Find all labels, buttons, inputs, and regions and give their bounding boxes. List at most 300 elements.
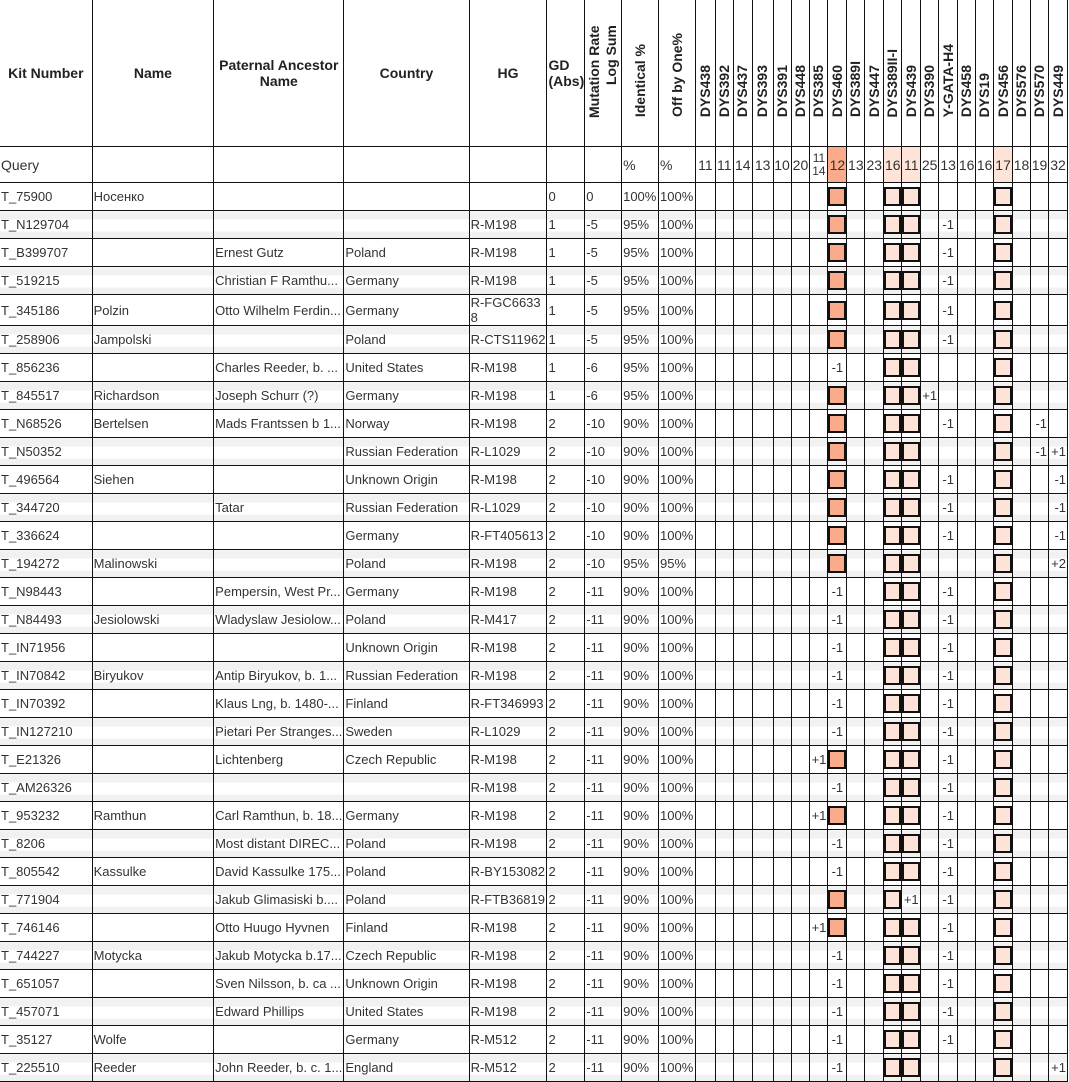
cell-marker-dys389ii-i [884, 830, 902, 858]
cell-paternal-ancestor [214, 550, 344, 578]
cell-marker-dys456 [994, 354, 1013, 382]
cell-kit-number[interactable]: T_805542 [0, 858, 92, 886]
cell-marker-dys438 [695, 522, 715, 550]
marker-match-highlight [994, 778, 1012, 797]
table-row[interactable] [0, 858, 1068, 886]
marker-diff: +1 [903, 892, 919, 907]
cell-identical: 90% [622, 802, 659, 830]
table-row[interactable] [0, 326, 1068, 354]
cell-marker-dys19 [976, 438, 994, 466]
cell-marker-dys391 [773, 522, 791, 550]
header-country[interactable]: Country [344, 0, 469, 147]
cell-marker-dys438 [695, 183, 715, 211]
cell-marker-dys456 [994, 886, 1013, 914]
marker-match-highlight [828, 187, 846, 206]
cell-marker-dys447 [865, 211, 884, 239]
cell-marker-dys576 [1013, 494, 1031, 522]
cell-marker-dys385 [810, 239, 828, 267]
table-row[interactable] [0, 550, 1068, 578]
cell-marker-dys392 [715, 606, 733, 634]
cell-marker-dys19 [976, 970, 994, 998]
cell-identical: 90% [622, 606, 659, 634]
cell-paternal-ancestor [214, 183, 344, 211]
cell-off-by-one: 100% [659, 578, 696, 606]
cell-marker-dys449 [1049, 410, 1068, 438]
marker-match-highlight [884, 1002, 901, 1021]
cell-marker-dys570 [1031, 606, 1049, 634]
header-marker-dys437[interactable]: DYS437 [733, 0, 752, 147]
header-marker-dys438[interactable]: DYS438 [695, 0, 715, 147]
cell-name [92, 746, 214, 774]
cell-marker-dys456 [994, 295, 1013, 326]
cell-kit-number[interactable]: T_845517 [0, 382, 92, 410]
marker-diff: -1 [942, 724, 954, 739]
query-mutation [585, 147, 622, 183]
table-row[interactable] [0, 466, 1068, 494]
query-off-by-one: % [659, 147, 696, 183]
table-row[interactable] [0, 802, 1068, 830]
cell-name: Motycka [92, 942, 214, 970]
table-row[interactable] [0, 914, 1068, 942]
cell-kit-number[interactable]: T_225510 [0, 1054, 92, 1082]
cell-kit-number[interactable]: T_35127 [0, 1026, 92, 1054]
cell-kit-number[interactable]: T_IN71956 [0, 634, 92, 662]
table-row[interactable] [0, 606, 1068, 634]
cell-marker-dys392 [715, 886, 733, 914]
marker-match-highlight [902, 610, 920, 629]
cell-kit-number[interactable]: T_N84493 [0, 606, 92, 634]
header-marker-y-gata-h4[interactable]: Y-GATA-H4 [939, 0, 958, 147]
table-row[interactable] [0, 690, 1068, 718]
cell-kit-number[interactable]: T_651057 [0, 970, 92, 998]
cell-kit-number[interactable]: T_194272 [0, 550, 92, 578]
cell-marker-dys392 [715, 802, 733, 830]
cell-marker-dys570 [1031, 914, 1049, 942]
header-marker-dys392[interactable]: DYS392 [715, 0, 733, 147]
header-kit-number[interactable]: Kit Number [0, 0, 92, 147]
marker-diff: -1 [942, 696, 954, 711]
cell-marker-dys393 [752, 494, 773, 522]
cell-marker-dys439 [902, 267, 921, 295]
table-row[interactable] [0, 942, 1068, 970]
cell-mutation-rate: -10 [585, 438, 622, 466]
marker-diff: -1 [831, 612, 844, 627]
header-marker-dys19[interactable]: DYS19 [976, 0, 994, 147]
cell-marker-dys439 [902, 998, 921, 1026]
header-name[interactable]: Name [92, 0, 214, 147]
cell-marker-dys391 [773, 295, 791, 326]
header-marker-dys570[interactable]: DYS570 [1031, 0, 1049, 147]
marker-match-highlight [828, 271, 846, 290]
cell-kit-number[interactable]: T_345186 [0, 295, 92, 326]
table-row[interactable] [0, 830, 1068, 858]
cell-marker-dys448 [791, 718, 810, 746]
cell-marker-dys437 [733, 578, 752, 606]
cell-gd: 2 [547, 858, 585, 886]
header-marker-dys390[interactable]: DYS390 [921, 0, 939, 147]
cell-marker-dys447 [865, 438, 884, 466]
table-row[interactable] [0, 382, 1068, 410]
cell-marker-y-gata-h4 [939, 410, 958, 438]
marker-match-highlight [902, 358, 920, 377]
header-marker-dys389ii-i[interactable]: DYS389II-I [884, 0, 902, 147]
cell-marker-dys456 [994, 494, 1013, 522]
marker-match-highlight [994, 918, 1012, 937]
cell-marker-dys391 [773, 858, 791, 886]
cell-marker-dys437 [733, 494, 752, 522]
cell-name [92, 886, 214, 914]
table-row[interactable] [0, 578, 1068, 606]
cell-kit-number[interactable]: T_N98443 [0, 578, 92, 606]
marker-diff: +1 [811, 808, 827, 823]
query-marker-part: 14 [812, 163, 826, 178]
cell-marker-dys438 [695, 239, 715, 267]
cell-marker-y-gata-h4 [939, 718, 958, 746]
header-marker-dys449[interactable]: DYS449 [1049, 0, 1068, 147]
table-row[interactable] [0, 183, 1068, 211]
cell-marker-dys458 [958, 239, 976, 267]
cell-identical: 90% [622, 830, 659, 858]
cell-marker-dys389i [847, 382, 865, 410]
cell-marker-dys385 [810, 410, 828, 438]
cell-marker-dys19 [976, 662, 994, 690]
cell-paternal-ancestor: Mads Frantssen b 1... [214, 410, 344, 438]
table-row[interactable] [0, 886, 1068, 914]
cell-marker-dys391 [773, 830, 791, 858]
cell-marker-dys439 [902, 774, 921, 802]
marker-diff: -1 [831, 640, 844, 655]
marker-diff: -1 [942, 668, 954, 683]
cell-mutation-rate: 0 [585, 183, 622, 211]
cell-marker-dys393 [752, 998, 773, 1026]
cell-marker-dys385 [810, 522, 828, 550]
cell-marker-dys389i [847, 634, 865, 662]
cell-marker-dys19 [976, 354, 994, 382]
cell-marker-dys391 [773, 578, 791, 606]
cell-kit-number[interactable]: T_496564 [0, 466, 92, 494]
header-mutation-rate[interactable]: Mutation Rate Log Sum [585, 0, 622, 147]
cell-marker-dys576 [1013, 1026, 1031, 1054]
cell-mutation-rate: -11 [585, 970, 622, 998]
cell-marker-dys392 [715, 211, 733, 239]
cell-marker-dys576 [1013, 578, 1031, 606]
cell-marker-dys456 [994, 634, 1013, 662]
cell-marker-dys449 [1049, 886, 1068, 914]
cell-marker-dys448 [791, 998, 810, 1026]
cell-marker-dys19 [976, 550, 994, 578]
cell-marker-dys439 [902, 942, 921, 970]
marker-diff: -1 [942, 920, 954, 935]
cell-marker-dys391 [773, 690, 791, 718]
cell-off-by-one: 100% [659, 239, 696, 267]
cell-identical: 90% [622, 886, 659, 914]
cell-identical: 95% [622, 326, 659, 354]
header-marker-dys448[interactable]: DYS448 [791, 0, 810, 147]
cell-off-by-one: 100% [659, 326, 696, 354]
cell-marker-dys449 [1049, 858, 1068, 886]
query-gd [547, 147, 585, 183]
header-paternal-ancestor[interactable]: Paternal Ancestor Name [214, 0, 344, 147]
cell-marker-dys393 [752, 830, 773, 858]
query-marker-dys570: 19 [1031, 147, 1049, 183]
cell-marker-dys456 [994, 466, 1013, 494]
cell-marker-dys447 [865, 183, 884, 211]
marker-diff: +1 [922, 388, 938, 403]
cell-marker-dys460 [828, 578, 847, 606]
cell-mutation-rate: -11 [585, 1026, 622, 1054]
cell-identical: 90% [622, 410, 659, 438]
cell-marker-y-gata-h4 [939, 998, 958, 1026]
marker-match-highlight [884, 470, 901, 489]
cell-paternal-ancestor: Most distant DIREC... [214, 830, 344, 858]
cell-kit-number[interactable]: T_336624 [0, 522, 92, 550]
cell-marker-dys389i [847, 550, 865, 578]
cell-kit-number[interactable]: T_E21326 [0, 746, 92, 774]
header-marker-dys385[interactable]: DYS385 [810, 0, 828, 147]
cell-kit-number[interactable]: T_457071 [0, 998, 92, 1026]
cell-marker-dys576 [1013, 211, 1031, 239]
cell-kit-number[interactable]: T_75900 [0, 183, 92, 211]
table-row[interactable] [0, 494, 1068, 522]
cell-marker-dys458 [958, 802, 976, 830]
cell-marker-dys449 [1049, 690, 1068, 718]
cell-marker-dys385 [810, 295, 828, 326]
cell-marker-dys391 [773, 718, 791, 746]
header-hg[interactable]: HG [469, 0, 547, 147]
marker-match-highlight [902, 694, 920, 713]
cell-marker-dys392 [715, 410, 733, 438]
cell-marker-dys437 [733, 522, 752, 550]
marker-match-highlight [902, 187, 920, 206]
cell-marker-dys19 [976, 606, 994, 634]
cell-marker-dys385 [810, 183, 828, 211]
cell-marker-dys448 [791, 858, 810, 886]
cell-kit-number[interactable]: T_IN70842 [0, 662, 92, 690]
cell-marker-dys456 [994, 1026, 1013, 1054]
header-marker-dys391[interactable]: DYS391 [773, 0, 791, 147]
table-row[interactable] [0, 970, 1068, 998]
cell-marker-dys437 [733, 239, 752, 267]
cell-kit-number[interactable]: T_N129704 [0, 211, 92, 239]
cell-off-by-one: 100% [659, 886, 696, 914]
cell-marker-dys439 [902, 239, 921, 267]
header-marker-dys458[interactable]: DYS458 [958, 0, 976, 147]
cell-kit-number[interactable]: T_258906 [0, 326, 92, 354]
marker-match-highlight [902, 834, 920, 853]
cell-marker-dys447 [865, 494, 884, 522]
marker-match-highlight [884, 1030, 901, 1049]
marker-match-highlight [994, 750, 1012, 769]
cell-marker-dys570 [1031, 326, 1049, 354]
cell-kit-number[interactable]: T_IN70392 [0, 690, 92, 718]
cell-country: Sweden [344, 718, 469, 746]
marker-match-highlight [994, 526, 1012, 545]
cell-marker-dys576 [1013, 690, 1031, 718]
cell-kit-number[interactable]: T_519215 [0, 267, 92, 295]
marker-diff: -1 [942, 1004, 954, 1019]
cell-marker-dys460 [828, 494, 847, 522]
cell-marker-dys393 [752, 1026, 773, 1054]
cell-marker-dys576 [1013, 914, 1031, 942]
cell-marker-dys19 [976, 718, 994, 746]
cell-marker-dys389ii-i [884, 183, 902, 211]
cell-marker-dys389ii-i [884, 578, 902, 606]
cell-mutation-rate: -11 [585, 578, 622, 606]
cell-marker-dys391 [773, 746, 791, 774]
cell-marker-dys449 [1049, 466, 1068, 494]
header-marker-dys439[interactable]: DYS439 [902, 0, 921, 147]
cell-identical: 95% [622, 354, 659, 382]
table-row[interactable] [0, 746, 1068, 774]
cell-marker-dys439 [902, 410, 921, 438]
cell-marker-dys458 [958, 774, 976, 802]
cell-kit-number[interactable]: T_AM26326 [0, 774, 92, 802]
cell-marker-dys458 [958, 438, 976, 466]
marker-match-highlight [902, 1002, 920, 1021]
cell-kit-number[interactable]: T_856236 [0, 354, 92, 382]
table-row[interactable] [0, 634, 1068, 662]
cell-marker-dys19 [976, 466, 994, 494]
table-row[interactable] [0, 354, 1068, 382]
cell-paternal-ancestor [214, 326, 344, 354]
cell-marker-dys449 [1049, 802, 1068, 830]
cell-marker-dys447 [865, 382, 884, 410]
header-marker-dys456[interactable]: DYS456 [994, 0, 1013, 147]
table-row[interactable] [0, 410, 1068, 438]
marker-match-highlight [884, 974, 901, 993]
query-marker-dys389i: 13 [847, 147, 865, 183]
cell-marker-dys456 [994, 802, 1013, 830]
cell-marker-dys439 [902, 606, 921, 634]
marker-match-highlight [902, 862, 920, 881]
header-off-by-one[interactable]: Off by One% [659, 0, 696, 147]
table-row[interactable] [0, 1026, 1068, 1054]
cell-gd: 1 [547, 267, 585, 295]
table-row[interactable] [0, 295, 1068, 326]
cell-marker-dys389i [847, 858, 865, 886]
cell-marker-dys448 [791, 466, 810, 494]
cell-mutation-rate: -10 [585, 494, 622, 522]
cell-marker-dys456 [994, 211, 1013, 239]
cell-marker-dys449 [1049, 774, 1068, 802]
cell-paternal-ancestor [214, 211, 344, 239]
cell-paternal-ancestor: Pietari Per Stranges... [214, 718, 344, 746]
table-row[interactable] [0, 438, 1068, 466]
marker-match-highlight [884, 946, 901, 965]
cell-mutation-rate: -6 [585, 382, 622, 410]
table-row[interactable] [0, 211, 1068, 239]
cell-country: Czech Republic [344, 746, 469, 774]
cell-gd: 2 [547, 942, 585, 970]
cell-marker-y-gata-h4 [939, 858, 958, 886]
table-row[interactable] [0, 998, 1068, 1026]
table-row[interactable] [0, 718, 1068, 746]
cell-kit-number[interactable]: T_N68526 [0, 410, 92, 438]
cell-marker-dys437 [733, 830, 752, 858]
table-row[interactable] [0, 662, 1068, 690]
query-marker-dys438: 11 [695, 147, 715, 183]
table-row[interactable] [0, 774, 1068, 802]
cell-country: United States [344, 354, 469, 382]
cell-marker-dys449 [1049, 970, 1068, 998]
cell-kit-number[interactable]: T_N50352 [0, 438, 92, 466]
marker-diff: -1 [942, 808, 954, 823]
cell-marker-dys460 [828, 858, 847, 886]
cell-marker-dys448 [791, 634, 810, 662]
cell-kit-number[interactable]: T_744227 [0, 942, 92, 970]
cell-marker-dys389ii-i [884, 354, 902, 382]
cell-off-by-one: 100% [659, 438, 696, 466]
cell-marker-dys385 [810, 690, 828, 718]
cell-marker-dys460 [828, 239, 847, 267]
cell-marker-dys392 [715, 774, 733, 802]
cell-marker-dys390 [921, 662, 939, 690]
cell-kit-number[interactable]: T_771904 [0, 886, 92, 914]
cell-kit-number[interactable]: T_746146 [0, 914, 92, 942]
cell-marker-dys570 [1031, 382, 1049, 410]
cell-hg: R-L1029 [469, 718, 547, 746]
cell-marker-y-gata-h4 [939, 662, 958, 690]
cell-marker-dys439 [902, 494, 921, 522]
cell-kit-number[interactable]: T_B399707 [0, 239, 92, 267]
cell-marker-dys393 [752, 970, 773, 998]
marker-match-highlight [994, 358, 1012, 377]
cell-kit-number[interactable]: T_344720 [0, 494, 92, 522]
cell-marker-dys393 [752, 774, 773, 802]
table-row[interactable] [0, 267, 1068, 295]
cell-marker-y-gata-h4 [939, 1026, 958, 1054]
cell-marker-dys447 [865, 886, 884, 914]
cell-marker-dys456 [994, 746, 1013, 774]
header-gd[interactable]: GD (Abs) [547, 0, 585, 147]
cell-marker-dys448 [791, 662, 810, 690]
cell-marker-dys570 [1031, 802, 1049, 830]
cell-hg: R-M198 [469, 970, 547, 998]
cell-marker-dys437 [733, 662, 752, 690]
query-marker-dys391: 10 [773, 147, 791, 183]
cell-identical: 90% [622, 942, 659, 970]
header-marker-dys447[interactable]: DYS447 [865, 0, 884, 147]
cell-marker-dys393 [752, 718, 773, 746]
table-row[interactable] [0, 522, 1068, 550]
cell-hg [469, 183, 547, 211]
cell-marker-y-gata-h4 [939, 634, 958, 662]
header-marker-dys389i[interactable]: DYS389I [847, 0, 865, 147]
cell-marker-dys570 [1031, 774, 1049, 802]
cell-marker-dys449 [1049, 830, 1068, 858]
cell-name: Носенко [92, 183, 214, 211]
cell-marker-dys447 [865, 802, 884, 830]
cell-marker-dys390 [921, 886, 939, 914]
cell-marker-dys460 [828, 1026, 847, 1054]
header-identical[interactable]: Identical % [622, 0, 659, 147]
query-hg [469, 147, 547, 183]
cell-marker-dys448 [791, 746, 810, 774]
header-marker-dys393[interactable]: DYS393 [752, 0, 773, 147]
cell-gd: 2 [547, 494, 585, 522]
header-marker-dys460[interactable]: DYS460 [828, 0, 847, 147]
header-marker-dys576[interactable]: DYS576 [1013, 0, 1031, 147]
cell-marker-dys393 [752, 886, 773, 914]
cell-marker-dys458 [958, 494, 976, 522]
cell-marker-dys389i [847, 1026, 865, 1054]
marker-match-highlight [828, 442, 846, 461]
cell-kit-number[interactable]: T_8206 [0, 830, 92, 858]
table-row[interactable] [0, 239, 1068, 267]
cell-marker-dys458 [958, 606, 976, 634]
cell-kit-number[interactable]: T_IN127210 [0, 718, 92, 746]
cell-kit-number[interactable]: T_953232 [0, 802, 92, 830]
